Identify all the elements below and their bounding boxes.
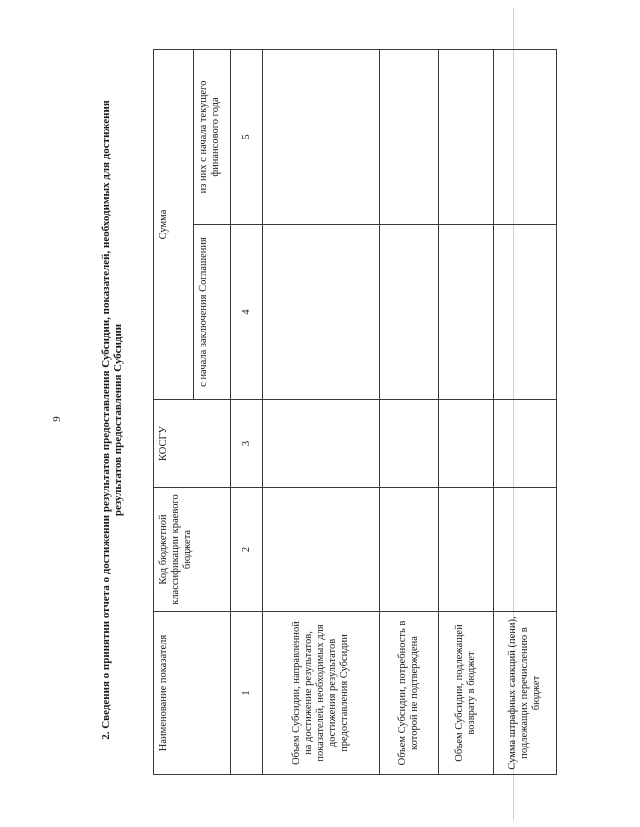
empty-cell bbox=[494, 49, 557, 224]
heading-line-2: результатов предоставления Субсидии bbox=[112, 323, 124, 517]
header-sum: Сумма bbox=[154, 49, 194, 399]
report-table bbox=[153, 49, 557, 775]
column-number: 5 bbox=[231, 49, 263, 224]
empty-cell bbox=[263, 49, 380, 224]
empty-cell bbox=[263, 488, 380, 612]
row-label: Объем Субсидии, подлежащей возврату в бюджет bbox=[439, 612, 494, 775]
empty-cell bbox=[494, 488, 557, 612]
header-kosgu: КОСГУ bbox=[154, 400, 231, 488]
column-number: 4 bbox=[231, 225, 263, 400]
empty-cell bbox=[494, 225, 557, 400]
header-current-year: из них с начала текущего финансового года bbox=[194, 49, 231, 224]
row-label: Объем Субсидии, потребность в которой не подтверждена bbox=[380, 612, 439, 775]
empty-cell bbox=[494, 400, 557, 488]
header-name: Наименование показателя bbox=[154, 612, 231, 775]
table-row bbox=[263, 49, 380, 774]
table-row bbox=[380, 49, 439, 774]
section-heading bbox=[100, 40, 124, 800]
column-number-row bbox=[231, 49, 263, 774]
empty-cell bbox=[439, 225, 494, 400]
column-number: 1 bbox=[231, 612, 263, 775]
rotated-content bbox=[100, 40, 570, 800]
empty-cell bbox=[380, 49, 439, 224]
empty-cell bbox=[380, 225, 439, 400]
empty-cell bbox=[439, 49, 494, 224]
header-budget-code: Код бюджетной классификации краевого бюджета bbox=[154, 488, 231, 612]
empty-cell bbox=[263, 225, 380, 400]
table-row bbox=[494, 49, 557, 774]
heading-line-1: 2. Сведения о принятии отчета о достижении результатов предоставления Субсидии, показателей, необходимых для достижения bbox=[100, 100, 112, 740]
table-row bbox=[439, 49, 494, 774]
empty-cell bbox=[263, 400, 380, 488]
row-label: Объем Субсидии, направленной на достижение результатов, показателей, необходимых для достижения результатов предоставления Субсидии bbox=[263, 612, 380, 775]
empty-cell bbox=[380, 400, 439, 488]
header-since-agreement: с начала заключения Соглашения bbox=[194, 225, 231, 400]
column-number: 2 bbox=[231, 488, 263, 612]
empty-cell bbox=[439, 400, 494, 488]
page-number: 9 bbox=[50, 416, 63, 422]
column-number: 3 bbox=[231, 400, 263, 488]
empty-cell bbox=[380, 488, 439, 612]
empty-cell bbox=[439, 488, 494, 612]
row-label: Сумма штрафных санкций (пени), подлежащих перечислению в бюджет bbox=[494, 612, 557, 775]
